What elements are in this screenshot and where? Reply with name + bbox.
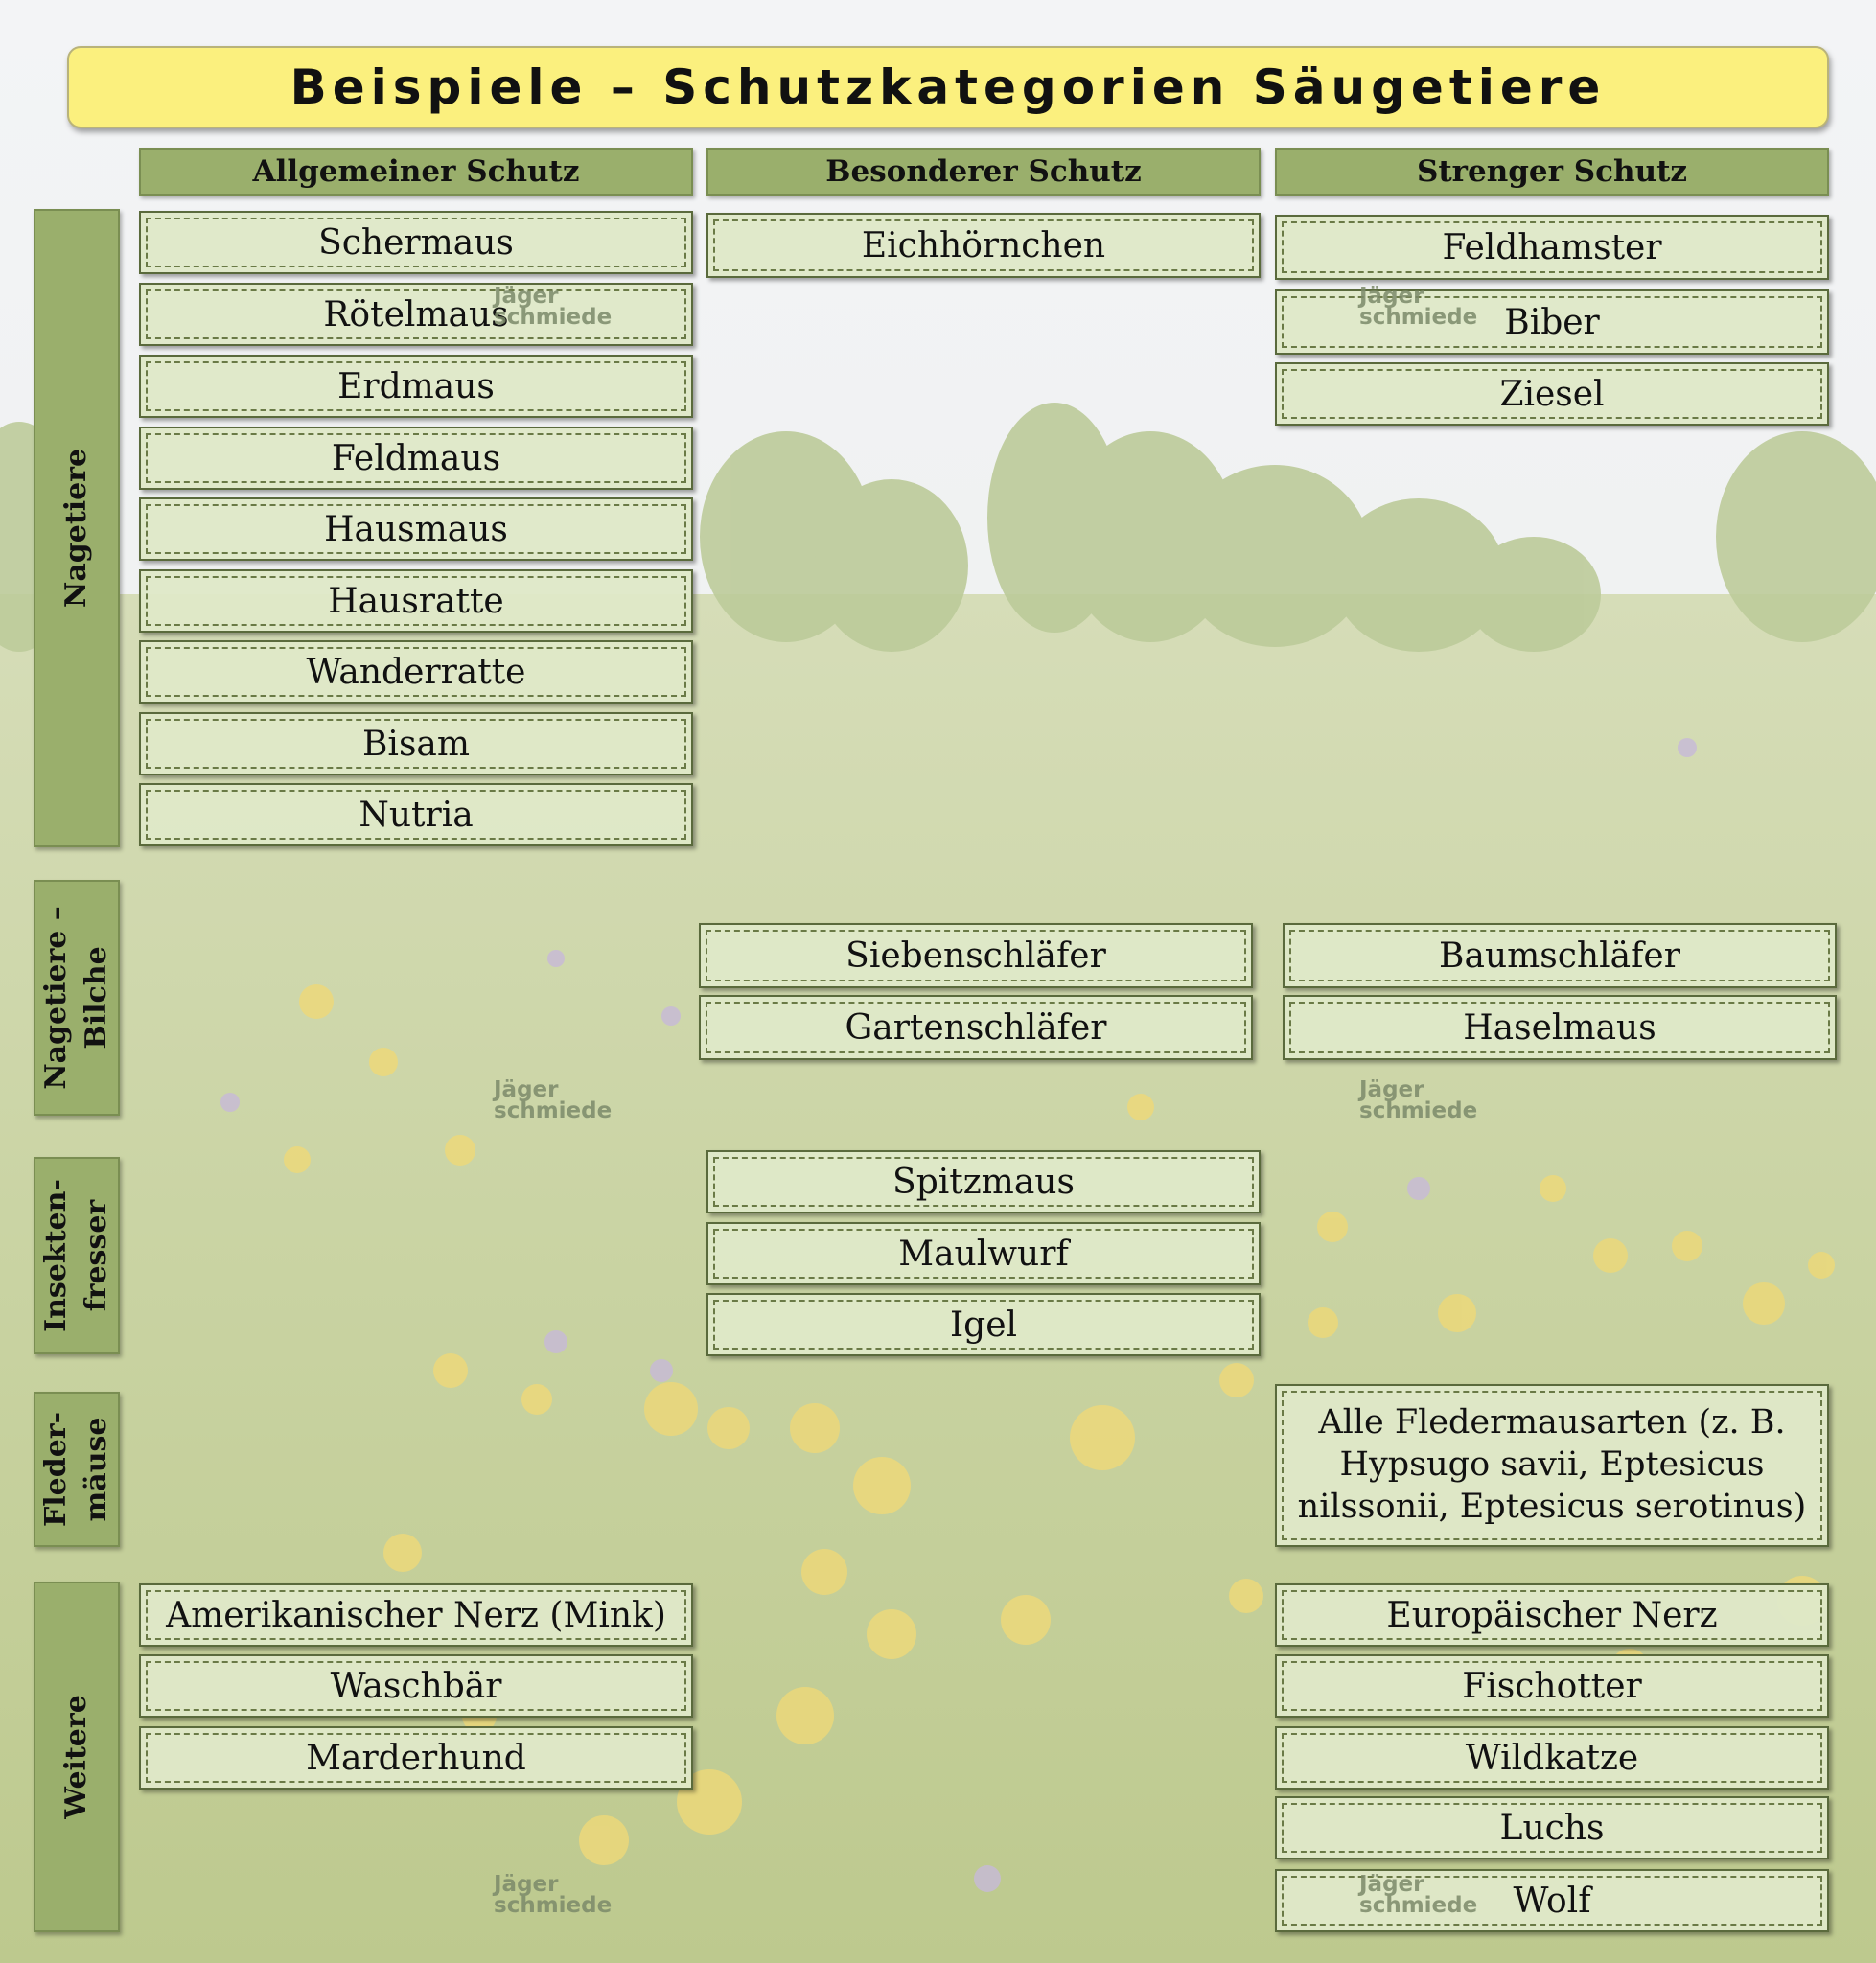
species-label: Maulwurf: [713, 1229, 1254, 1279]
watermark-logo: Jäger schmiede: [1359, 1077, 1478, 1123]
species-label: Luchs: [1282, 1803, 1822, 1853]
row-label-fledermaeuse: [36, 1412, 117, 1527]
species-label: Nutria: [146, 790, 686, 840]
species-box: [1275, 289, 1829, 355]
species-label: Hausratte: [146, 576, 686, 626]
watermark-logo: Jäger schmiede: [494, 1872, 613, 1918]
species-label: Rötelmaus: [146, 289, 686, 339]
row-header-nagetiere: [34, 209, 120, 847]
species-label: Eichhörnchen: [713, 219, 1254, 271]
species-box: [139, 211, 693, 274]
species-box: [699, 995, 1253, 1060]
species-label: Ziesel: [1282, 369, 1822, 419]
species-label: Waschbär: [146, 1661, 686, 1711]
row-label-nagetiere: Nagetiere: [59, 448, 93, 609]
row-label-fledermaeuse-line1: Fleder-: [39, 1411, 73, 1528]
row-label-insektenfresser-line1: Insekten-: [39, 1179, 73, 1332]
species-label: Fischotter: [1282, 1661, 1822, 1711]
row-header-fledermaeuse: [34, 1392, 120, 1547]
species-box: [139, 640, 693, 704]
watermark-logo: Jäger schmiede: [1359, 284, 1478, 330]
row-header-bilche: [34, 880, 120, 1116]
species-label: Wanderratte: [146, 647, 686, 697]
species-box: [139, 1654, 693, 1718]
species-box: [699, 923, 1253, 988]
page-title: Beispiele – Schutzkategorien Säugetiere: [67, 46, 1829, 128]
row-label-weitere: Weitere: [59, 1695, 93, 1819]
species-label: Bisam: [146, 719, 686, 769]
species-label: Marderhund: [146, 1733, 686, 1783]
species-label: Haselmaus: [1289, 1002, 1830, 1053]
species-label: Feldhamster: [1282, 221, 1822, 273]
species-label: Wolf: [1282, 1876, 1822, 1926]
species-box: [1275, 1869, 1829, 1932]
watermark-logo: Jäger schmiede: [494, 284, 613, 330]
species-label: Hausmaus: [146, 504, 686, 554]
species-box: [139, 1583, 693, 1647]
row-label-bilche-line2: Bilche: [80, 946, 113, 1050]
species-label-line: Alle Fledermausarten (z. B.: [1318, 1403, 1786, 1443]
species-box: [1283, 995, 1837, 1060]
watermark-logo: Jäger schmiede: [1359, 1872, 1478, 1918]
column-header-allgemeiner-schutz: Allgemeiner Schutz: [139, 148, 693, 196]
species-label: Schermaus: [146, 218, 686, 267]
watermark-logo: Jäger schmiede: [494, 1077, 613, 1123]
species-label: Gartenschläfer: [706, 1002, 1246, 1053]
species-label: Spitzmaus: [713, 1157, 1254, 1207]
species-label-line: nilssonii, Eptesicus serotinus): [1297, 1487, 1807, 1526]
species-label: Baumschläfer: [1289, 930, 1830, 982]
species-label-fledermaeuse: [1282, 1391, 1822, 1540]
species-box: [1275, 1654, 1829, 1718]
row-label-bilche-line1: Nagetiere –: [39, 906, 73, 1090]
species-box: [1275, 1726, 1829, 1790]
species-label: Wildkatze: [1282, 1733, 1822, 1783]
species-box: [706, 1293, 1261, 1356]
species-box: [139, 497, 693, 561]
column-header-besonderer-schutz: Besonderer Schutz: [706, 148, 1261, 196]
species-box: [1275, 215, 1829, 280]
species-label: Amerikanischer Nerz (Mink): [146, 1590, 686, 1640]
species-label: Igel: [713, 1300, 1254, 1350]
species-box: [139, 1726, 693, 1790]
row-label-insektenfresser-line2: fresser: [80, 1199, 113, 1312]
species-box: [139, 783, 693, 846]
species-label: Europäischer Nerz: [1282, 1590, 1822, 1640]
row-label-insektenfresser: [36, 1179, 117, 1332]
species-label: Feldmaus: [146, 433, 686, 483]
species-box: [139, 355, 693, 418]
species-label: Siebenschläfer: [706, 930, 1246, 982]
species-box: [1275, 1796, 1829, 1859]
row-header-weitere: [34, 1582, 120, 1932]
species-box: [139, 569, 693, 633]
row-label-fledermaeuse-line2: mäuse: [80, 1417, 113, 1522]
species-box: [1275, 362, 1829, 426]
species-box-fledermaeuse: [1275, 1384, 1829, 1547]
species-label: Erdmaus: [146, 361, 686, 411]
species-box: [139, 712, 693, 775]
row-label-bilche: [36, 906, 117, 1090]
species-label: Biber: [1282, 296, 1822, 348]
species-box: [706, 1222, 1261, 1285]
species-box: [706, 213, 1261, 278]
row-header-insektenfresser: [34, 1157, 120, 1354]
species-box: [1275, 1583, 1829, 1647]
species-label-line: Hypsugo savii, Eptesicus: [1339, 1445, 1765, 1485]
species-box: [706, 1150, 1261, 1213]
species-box: [1283, 923, 1837, 988]
column-header-strenger-schutz: Strenger Schutz: [1275, 148, 1829, 196]
species-box: [139, 427, 693, 490]
